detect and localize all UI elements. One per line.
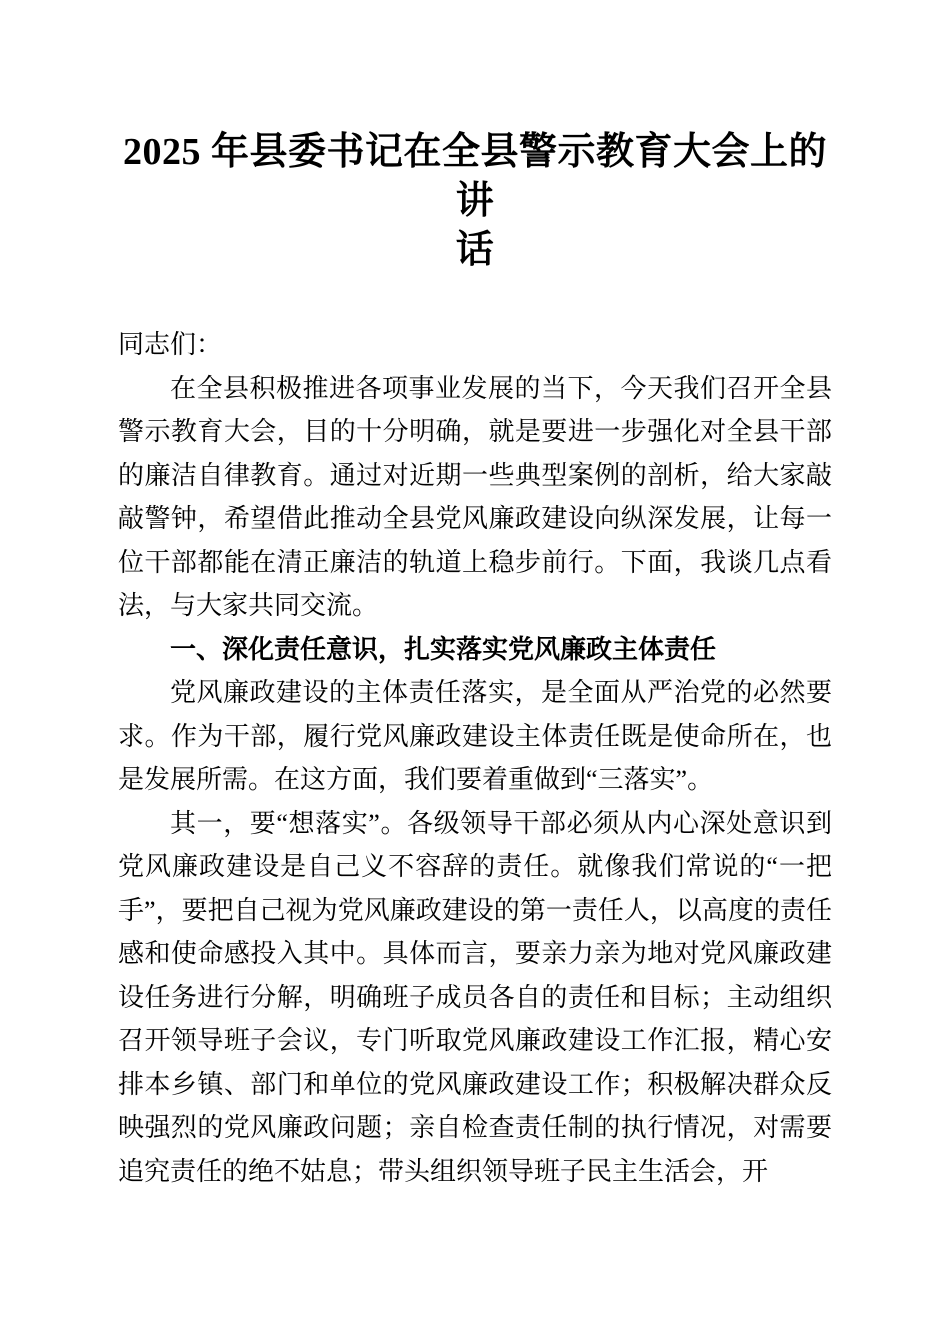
document-title-line-2: 话 xyxy=(455,229,495,271)
document-title xyxy=(118,128,832,275)
section-heading-1: 一、深化责任意识，扎实落实党风廉政主体责任 xyxy=(170,633,717,664)
document-body xyxy=(118,323,832,1193)
salutation: 同志们： xyxy=(118,330,223,359)
paragraph-intro: 在全县积极推进各项事业发展的当下，今天我们召开全县警示教育大会，目的十分明确，就是要进一步强化对全县干部的廉洁自律教育。通过对近期一些典型案例的剖析，给大家敲敲警钟，希望借此推动全县党风廉政建设向纵深发展，让每一位干部都能在清正廉洁的轨道上稳步前行。下面，我谈几点看法，与大家共同交流。 xyxy=(118,373,832,620)
paragraph-first-point: 其一，要“想落实”。各级领导干部必须从内心深处意识到党风廉政建设是自己义不容辞的责任。就像我们常说的“一把手”，要把自己视为党风廉政建设的第一责任人，以高度的责任感和使命感投入其中。具体而言，要亲力亲为地对党风廉政建设任务进行分解，明确班子成员各自的责任和目标；主动组织召开领导班子会议，专门听取党风廉政建设工作汇报，精心安排本乡镇、部门和单位的党风廉政建设工作；积极解决群众反映强烈的党风廉政问题；亲自检查责任制的执行情况，对需要追究责任的绝不姑息；带头组织领导班子民主生活会，开 xyxy=(118,808,832,1186)
paragraph-responsibility: 党风廉政建设的主体责任落实，是全面从严治党的必然要求。作为干部，履行党风廉政建设主体责任既是使命所在，也是发展所需。在这方面，我们要着重做到“三落实”。 xyxy=(118,678,832,794)
document-title-line-1: 2025 年县委书记在全县警示教育大会上的讲 xyxy=(122,131,827,222)
